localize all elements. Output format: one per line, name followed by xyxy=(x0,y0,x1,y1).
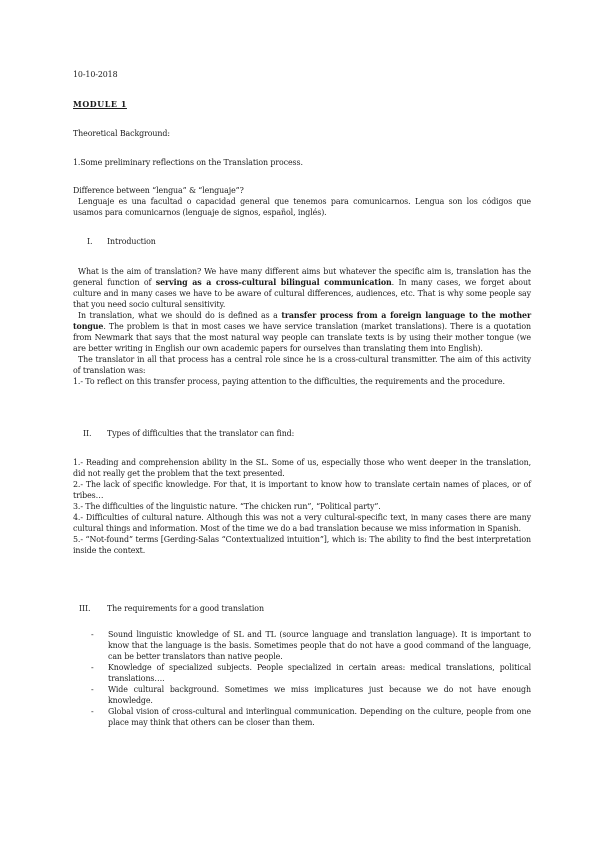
intro-paragraph-2: In translation, what we should do is defined as a transfer process from a foreign language to the mother tongue. The problem is that in most cases we have service translation (market translations). There is a quotation from Newmark that says that the most natural way people can translate texts is by using their mother tongue (we are better writing in English our own academic papers for ourselves than translating them into English). xyxy=(73,311,531,353)
section-title: Introduction xyxy=(107,237,156,246)
difficulty-item: 4.- Difficulties of cultural nature. Although this was not a very cultural-specific text, in many cases there are many cultural things and information. Most of the time we do a bad translation because we miss information in Spanish. xyxy=(73,513,531,533)
difference-question: Difference between “lengua” & “lenguaje”? xyxy=(73,186,244,195)
difference-block xyxy=(73,185,531,218)
requirement-item: - Global vision of cross-cultural and interlingual communication. Depending on the culture, people from one place may think that others can be closer than them. xyxy=(91,707,531,727)
intro-paragraph-1: What is the aim of translation? We have many different aims but whatever the specific aim is, translation has the general function of serving as a cross-cultural bilingual communication. In many cases, we forget about culture and in many cases we have to be aware of cultural differences, audiences, etc. That is why some people say that you need socio cultural sensitivity. xyxy=(73,267,532,309)
section-numeral: III. xyxy=(79,604,91,613)
difference-answer: Lenguaje es una facultad o capacidad general que tenemos para comunicarnos. Lengua son los códigos que usamos para comunicarnos (lenguaje de signos, español, inglés). xyxy=(73,197,531,217)
section-numeral: I. xyxy=(87,237,93,246)
module-title: MODULE 1 xyxy=(73,100,127,109)
intro-paragraph-3: The translator in all that process has a central role since he is a cross-cultural transmitter. The aim of this activity of translation was: xyxy=(73,355,531,375)
requirement-item: - Sound linguistic knowledge of SL and TL (source language and translation language). It is important to know that the language is the basis. Sometimes people that do not have a good command of the language, can be better translators than native people. xyxy=(91,630,531,661)
difficulty-item: 1.- Reading and comprehension ability in the SL. Some of us, especially those who went deeper in the translation, did not really get the problem that the text presented. xyxy=(73,458,531,478)
bullet-dash-icon: - xyxy=(91,663,94,672)
introduction-body xyxy=(73,266,531,387)
bullet-dash-icon: - xyxy=(91,685,94,694)
section-1-heading: 1.Some preliminary reflections on the Translation process. xyxy=(73,158,303,167)
theoretical-heading: Theoretical Background: xyxy=(73,129,170,138)
section-title: The requirements for a good translation xyxy=(107,604,264,613)
document-date: 10-10-2018 xyxy=(73,70,118,79)
section-title: Types of difficulties that the translator can find: xyxy=(107,429,295,438)
intro-paragraph-4: 1.- To reflect on this transfer process, paying attention to the difficulties, the requirements and the procedure. xyxy=(73,377,505,386)
requirement-item: - Wide cultural background. Sometimes we miss implicatures just because we do not have enough knowledge. xyxy=(91,685,531,705)
difficulty-item: 2.- The lack of specific knowledge. For that, it is important to know how to translate certain names of places, or of tribes… xyxy=(73,480,531,500)
difficulty-item: 5.- “Not-found” terms [Gerding-Salas “Contextualized intuition”], which is: The ability to find the best interpretation inside the context. xyxy=(73,535,531,555)
bullet-dash-icon: - xyxy=(91,630,94,639)
requirement-item: - Knowledge of specialized subjects. People specialized in certain areas: medical translations, political translations…. xyxy=(91,663,531,683)
difficulty-item: 3.- The difficulties of the linguistic nature. “The chicken run”, “Political party”. xyxy=(73,502,381,511)
difficulties-list xyxy=(73,457,531,556)
requirements-list xyxy=(91,629,531,728)
bullet-dash-icon: - xyxy=(91,707,94,716)
section-numeral: II. xyxy=(83,429,92,438)
